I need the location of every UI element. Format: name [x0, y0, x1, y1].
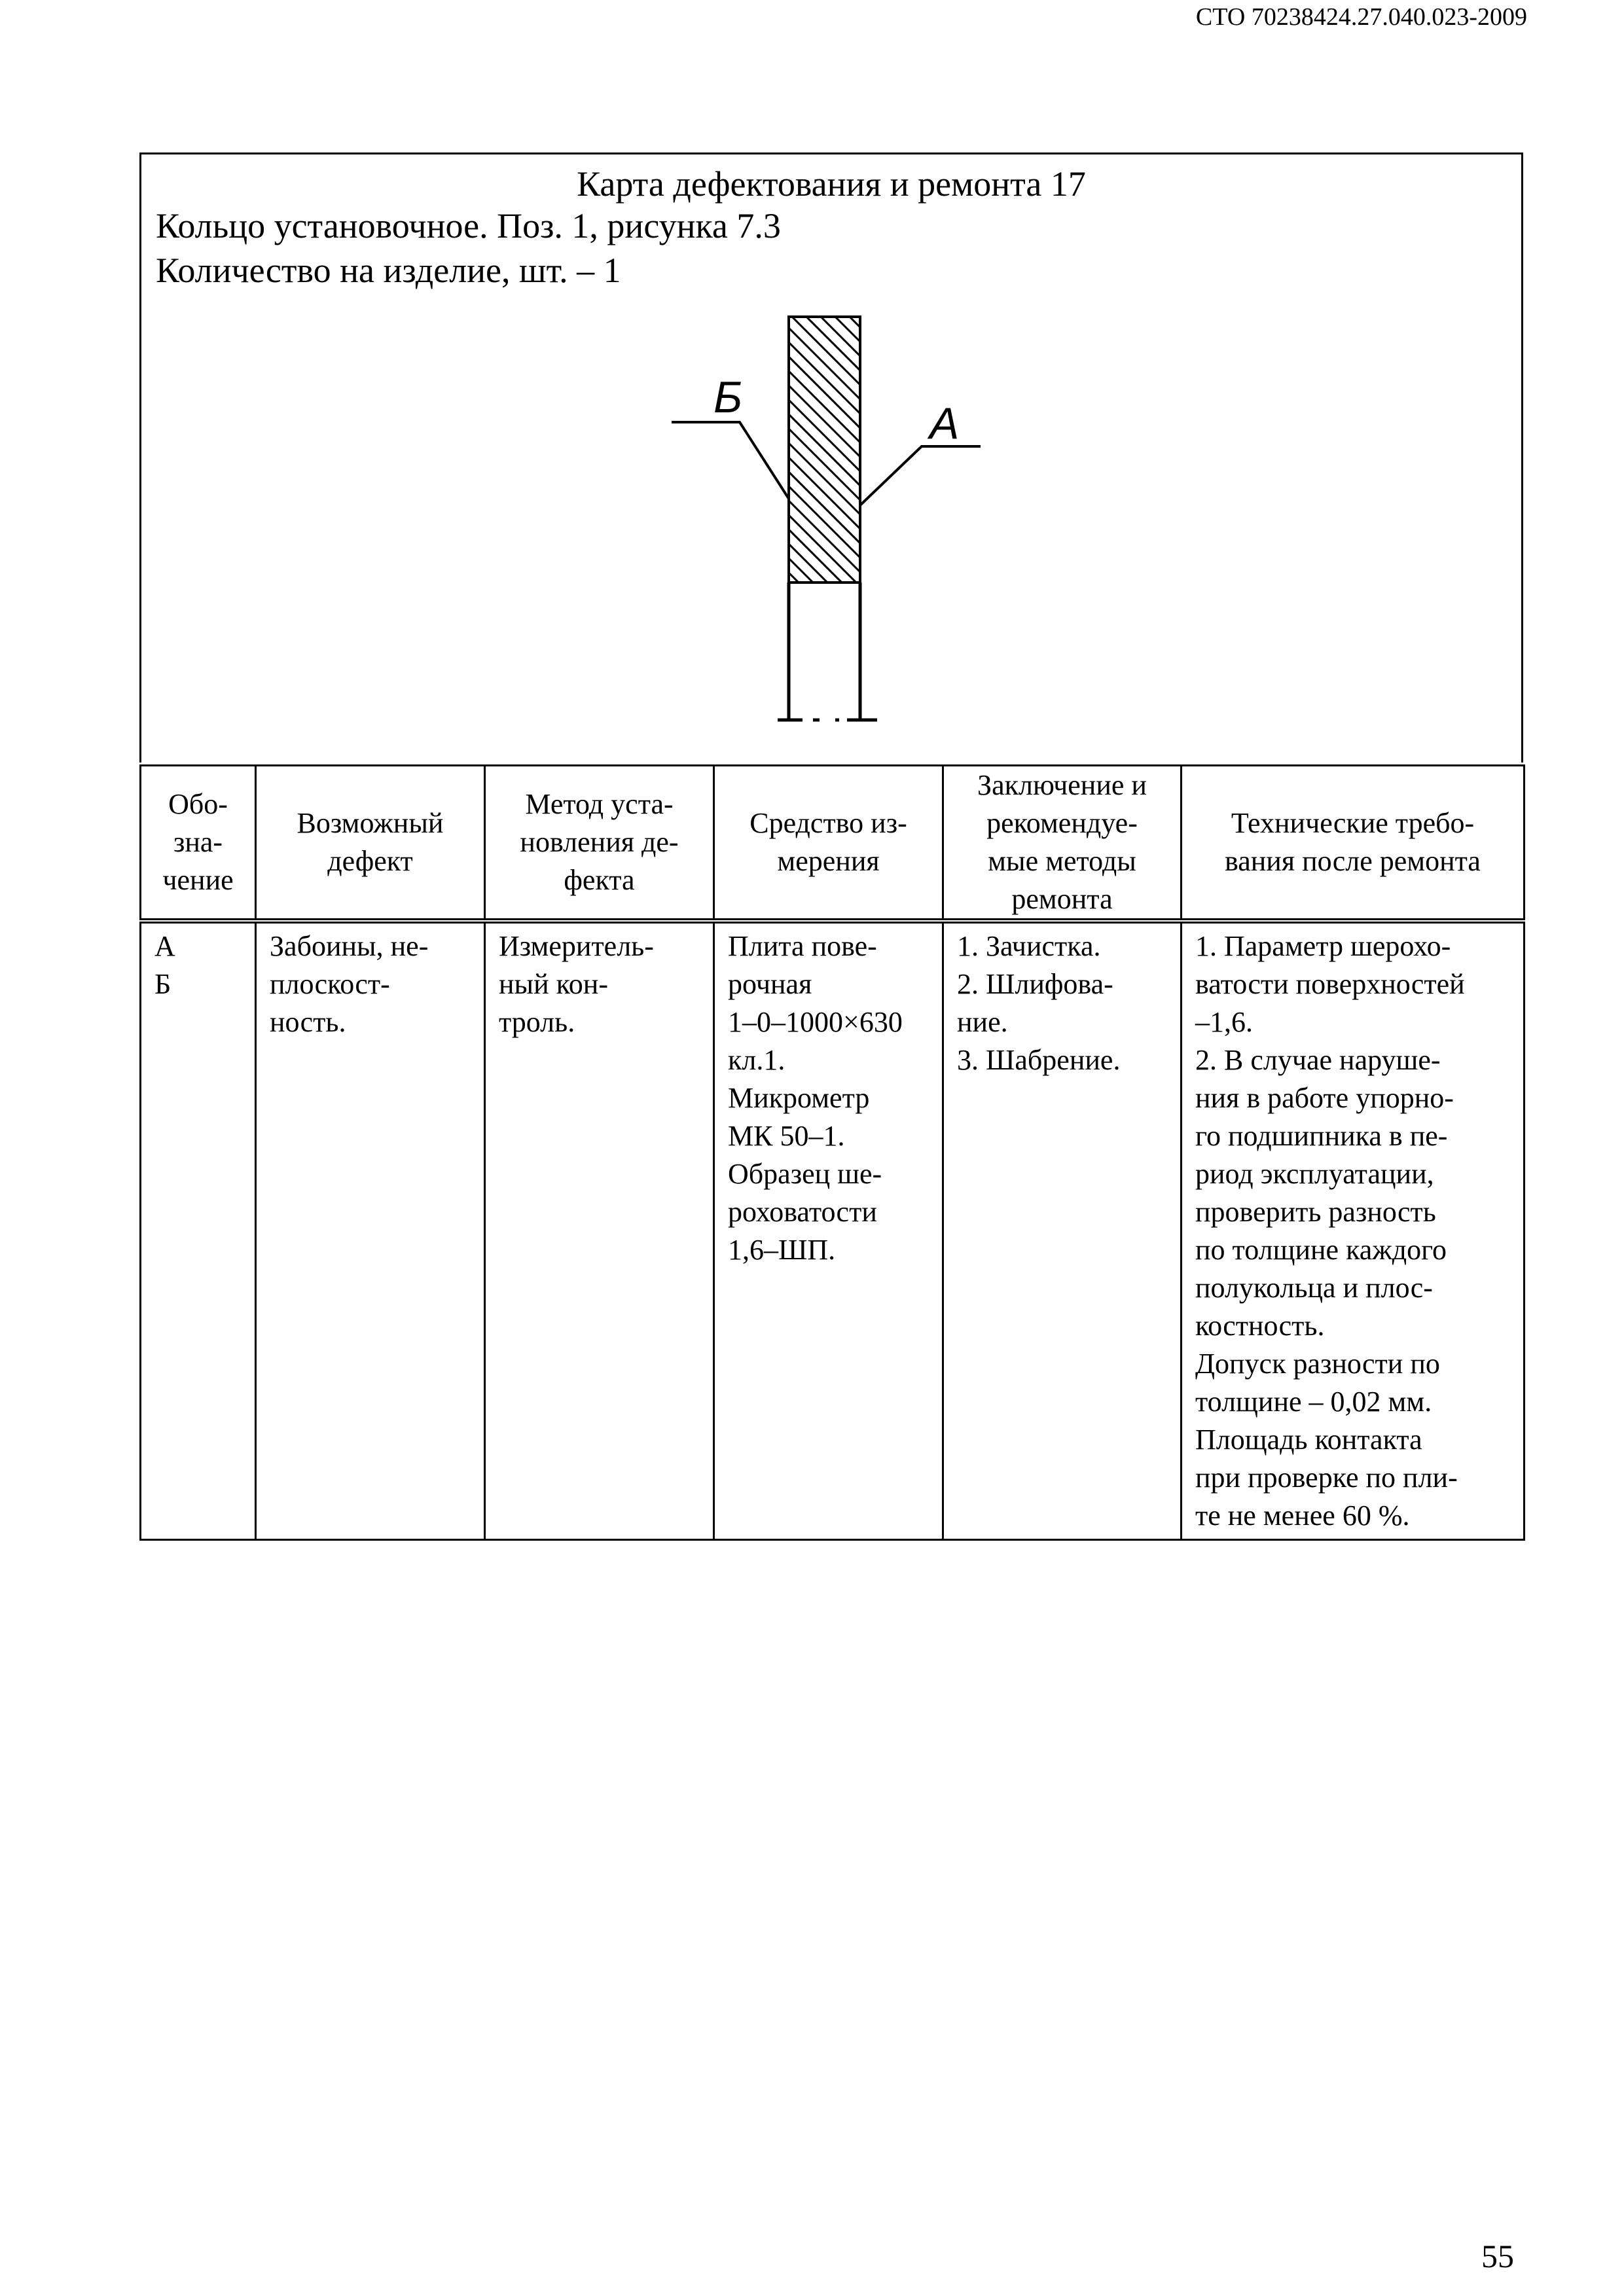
cell-instrument: Плита пове- рочная 1–0–1000×630 кл.1. Микрометр МК 50–1. Образец ше- роховатости 1,6–ШП. [714, 921, 943, 1540]
card-title: Карта дефектования и ремонта 17 [577, 164, 1086, 204]
leader-b [672, 422, 789, 499]
document-code: СТО 70238424.27.040.023-2009 [1195, 3, 1527, 31]
header-measuring-instrument: Средство из- мерения [714, 766, 943, 922]
hatched-section [789, 317, 860, 583]
ring-section-drawing [668, 308, 1008, 726]
header-designation: Обо- зна- чение [141, 766, 256, 922]
label-b: Б [713, 372, 743, 422]
quantity-per-unit: Количество на изделие, шт. – 1 [156, 251, 621, 290]
header-detection-method: Метод уста- новления де- фекта [485, 766, 714, 922]
table-row [141, 921, 1525, 1540]
header-repair-methods: Заключение и рекомендуе- мые методы ремонта [943, 766, 1182, 922]
defects-table [139, 764, 1525, 1541]
header-possible-defect: Возможный дефект [256, 766, 485, 922]
cell-requirements: 1. Параметр шерохо- ватости поверхностей –1,6. 2. В случае наруше- ния в работе упорно- го подшипника в пе- риод эксплуатации, проверить разность по толщине каждого полукольца и плос- костность. Допуск разности по толщине – 0,02 мм. Площадь контакта при проверке по пли- те не менее 60 %. [1182, 921, 1525, 1540]
page-number: 55 [1481, 2238, 1514, 2274]
table-header-row [141, 766, 1525, 922]
cell-method: Измеритель- ный кон- троль. [485, 921, 714, 1540]
cell-repair: 1. Зачистка. 2. Шлифова- ние. 3. Шабрение. [943, 921, 1182, 1540]
cell-designation: А Б [141, 921, 256, 1540]
header-technical-requirements: Технические требо- вания после ремонта [1182, 766, 1525, 922]
cell-defect: Забоины, не- плоскост- ность. [256, 921, 485, 1540]
leader-a [860, 446, 981, 505]
label-a: А [929, 399, 960, 448]
ring-body-outline [778, 583, 877, 720]
part-description: Кольцо установочное. Поз. 1, рисунка 7.3 [156, 206, 781, 245]
